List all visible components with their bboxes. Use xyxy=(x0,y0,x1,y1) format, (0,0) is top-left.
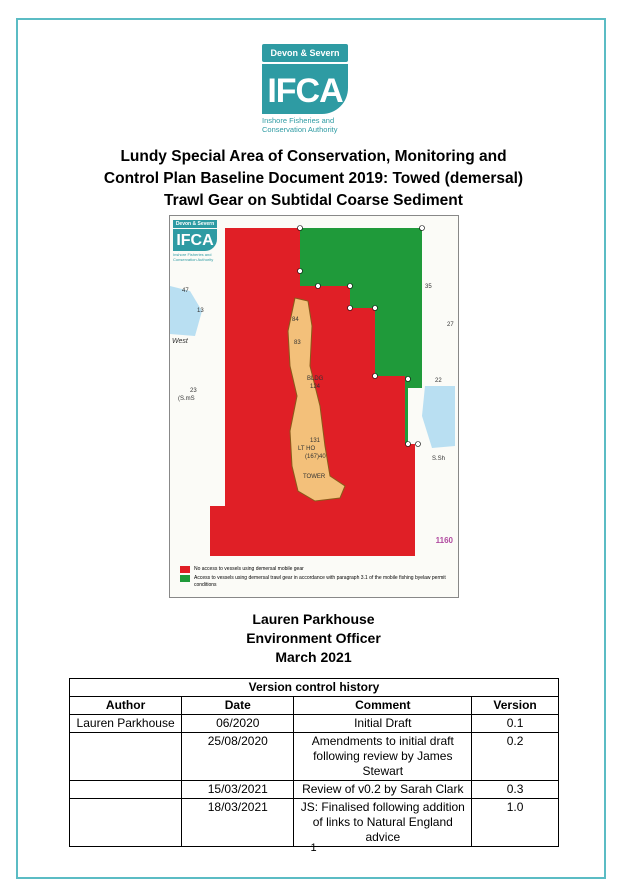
map-logo-main: IFCA xyxy=(173,229,217,251)
depth-47: 47 xyxy=(182,288,189,294)
logo-sub-line2: Conservation Authority xyxy=(262,125,338,134)
map-legend xyxy=(180,566,455,591)
cell-author xyxy=(70,799,182,847)
author-block xyxy=(40,610,587,667)
title-line-3: Trawl Gear on Subtidal Coarse Sediment xyxy=(164,192,463,209)
depth-23: 23 xyxy=(190,388,197,394)
map-logo-banner: Devon & Severn xyxy=(173,220,217,228)
table-row xyxy=(70,715,559,733)
map-logo-sub-2: Conservation Authority xyxy=(173,257,214,262)
logo-subtitle xyxy=(262,116,362,134)
depth-22: 22 xyxy=(435,378,442,384)
header-comment: Comment xyxy=(294,697,472,715)
cell-date: 06/2020 xyxy=(182,715,294,733)
table-row xyxy=(70,733,559,781)
document-title xyxy=(40,146,587,212)
logo-main xyxy=(262,64,348,114)
cell-date: 15/03/2021 xyxy=(182,781,294,799)
area-map xyxy=(169,215,459,598)
shallow-water-east xyxy=(422,386,455,448)
chart-code: 1160 xyxy=(435,536,453,545)
map-graphic xyxy=(170,216,459,598)
label-bldg-num: 124 xyxy=(310,384,321,390)
author-date: March 2021 xyxy=(275,649,352,665)
logo-sub-line1: Inshore Fisheries and xyxy=(262,116,335,125)
header-version: Version xyxy=(472,697,559,715)
title-line-1: Lundy Special Area of Conservation, Monitoring and xyxy=(120,148,507,165)
page-number: 1 xyxy=(310,842,317,854)
legend-text-red: No access to vessels using demersal mobile gear xyxy=(194,566,304,572)
legend-swatch-green xyxy=(180,575,190,582)
table-row xyxy=(70,799,559,847)
table-title: Version control history xyxy=(70,679,559,697)
depth-27: 27 xyxy=(447,322,454,328)
table-header-row xyxy=(70,697,559,715)
cell-comment: Amendments to initial draft following review by James Stewart xyxy=(294,733,472,781)
cell-comment: JS: Finalised following addition of links to Natural England advice xyxy=(294,799,472,847)
title-line-2: Control Plan Baseline Document 2019: Towed (demersal) xyxy=(103,170,524,187)
header-date: Date xyxy=(182,697,294,715)
cell-version: 1.0 xyxy=(472,799,559,847)
label-tower: TOWER xyxy=(303,474,326,480)
label-sms: (S.mS xyxy=(178,396,195,402)
cell-author xyxy=(70,733,182,781)
cell-version: 0.2 xyxy=(472,733,559,781)
label-131: 131 xyxy=(310,438,321,444)
label-ssh: S.Sh xyxy=(432,456,446,462)
label-bldg: BLDG xyxy=(307,376,324,382)
map-ifca-logo xyxy=(173,220,219,268)
cell-version: 0.3 xyxy=(472,781,559,799)
label-west: West xyxy=(172,338,188,345)
header-author: Author xyxy=(70,697,182,715)
author-name: Lauren Parkhouse xyxy=(252,611,375,627)
cell-author: Lauren Parkhouse xyxy=(70,715,182,733)
cell-comment: Initial Draft xyxy=(294,715,472,733)
author-role: Environment Officer xyxy=(246,630,381,646)
cell-comment: Review of v0.2 by Sarah Clark xyxy=(294,781,472,799)
legend-item-green xyxy=(180,575,455,589)
cell-version: 0.1 xyxy=(472,715,559,733)
legend-text-green: Access to vessels using demersal trawl gear in accordance with paragraph 3.1 of the mobile fishing byelaw permit conditions xyxy=(194,575,446,588)
cell-date: 25/08/2020 xyxy=(182,733,294,781)
legend-item-red xyxy=(180,566,455,573)
version-control-table xyxy=(69,678,559,847)
logo-main-text: IFCA xyxy=(267,72,343,110)
table-title-row xyxy=(70,679,559,697)
label-83: 83 xyxy=(294,340,301,346)
ifca-logo xyxy=(262,44,350,140)
map-logo-sub xyxy=(173,252,219,262)
legend-swatch-red xyxy=(180,566,190,573)
cell-author xyxy=(70,781,182,799)
depth-13: 13 xyxy=(197,308,204,314)
map-logo-sub-1: Inshore Fisheries and xyxy=(173,252,212,257)
label-84: 84 xyxy=(292,317,299,323)
logo-banner: Devon & Severn xyxy=(262,44,348,62)
label-lt-ho: LT HO xyxy=(298,446,316,452)
label-167: (167)40 xyxy=(305,454,326,460)
cell-date: 18/03/2021 xyxy=(182,799,294,847)
depth-35: 35 xyxy=(425,284,432,290)
table-row xyxy=(70,781,559,799)
